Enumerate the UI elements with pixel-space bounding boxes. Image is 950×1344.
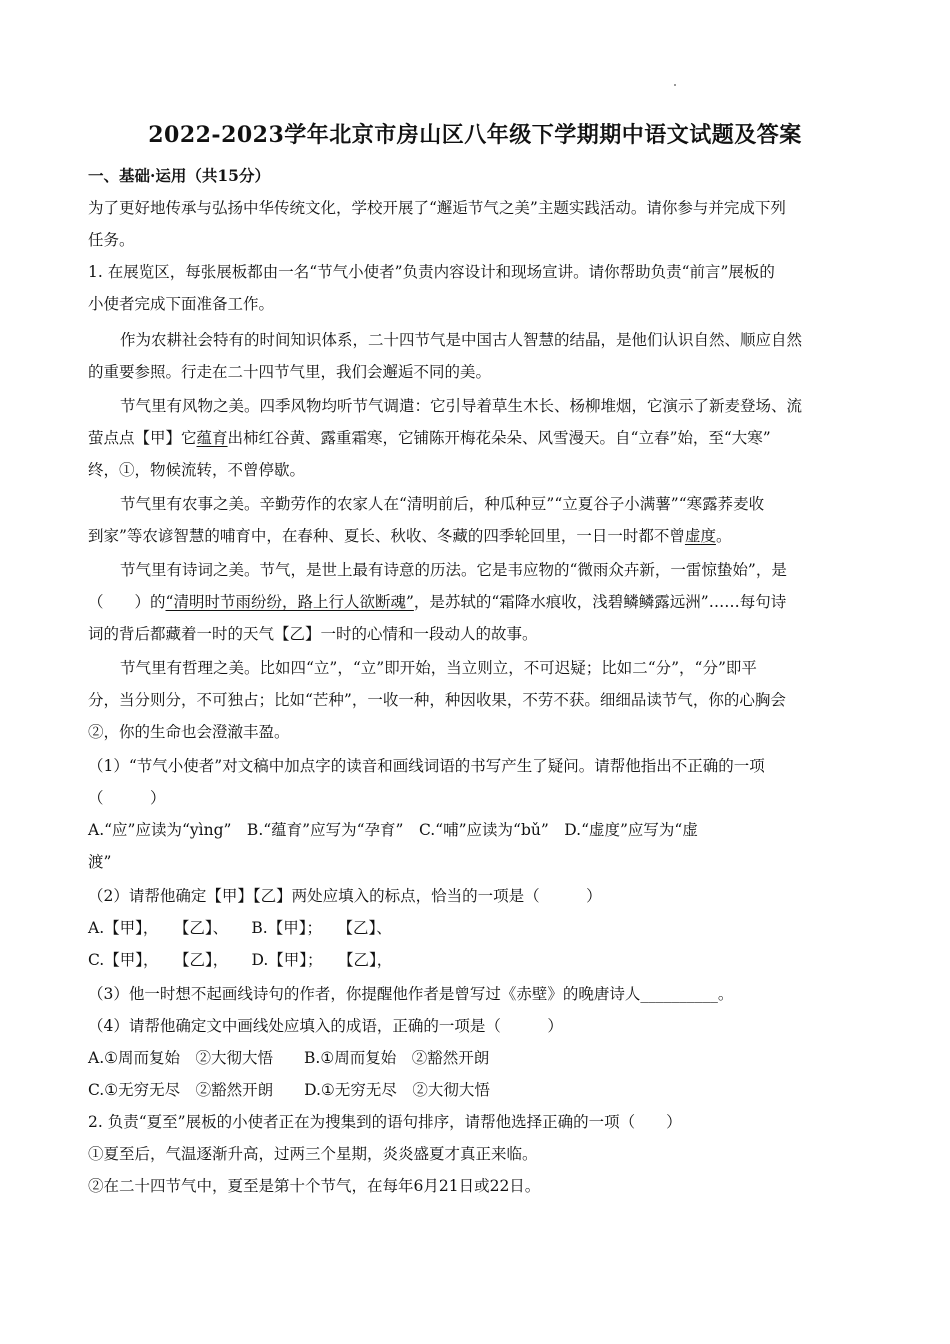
underlined-word-xudu: 虚度 [684, 527, 716, 545]
passage-text: 到家”等农谚智慧的哺育中，在春种、夏长、秋收、冬藏的四季轮回里，一日一时都不曾 [88, 527, 685, 545]
sub-question-4: （4）请帮他确定文中画线处应填入的成语，正确的一项是（ ） [88, 1017, 563, 1035]
passage-p1-line-2: 的重要参照。行走在二十四节气里，我们会邂逅不同的美。 [88, 363, 492, 381]
scan-dot [674, 84, 676, 86]
question-2: 2. 负责“夏至”展板的小使者正在为搜集到的语句排序，请帮他选择正确的一项（ ） [88, 1113, 682, 1131]
passage-text: ，是苏轼的“霜降水痕收，浅碧鳞鳞露远洲”……每句诗 [413, 593, 787, 611]
sub-question-4-options-cd: C.①无穷无尽 ②豁然开朗 D.①无穷无尽 ②大彻大悟 [88, 1081, 490, 1099]
sub-question-4-options-ab: A.①周而复始 ②大彻大悟 B.①周而复始 ②豁然开朗 [88, 1049, 490, 1067]
question-2-sentence-1: ①夏至后，气温逐渐升高，过两三个星期，炎炎盛夏才真正来临。 [88, 1145, 538, 1163]
page-title: 2022-2023学年北京市房山区八年级下学期期中语文试题及答案 [148, 122, 802, 148]
passage-p5-line-3: ②，你的生命也会澄澈丰盈。 [88, 723, 290, 741]
sub-question-3: （3）他一时想不起画线诗句的作者，你提醒他作者是曾写过《赤壁》的晚唐诗人__________。 [88, 985, 734, 1003]
passage-p3-line-1: 节气里有农事之美。辛勤劳作的农家人在“清明前后，种瓜种豆”“立夏谷子小满薯”“寒露荞麦收 [120, 495, 765, 513]
passage-p4-line-2 [88, 592, 786, 612]
passage-text: 。 [715, 527, 732, 545]
passage-p4-line-3: 词的背后都藏着一时的天气【乙】一时的心情和一段动人的故事。 [88, 625, 538, 643]
sub-question-2-options-ab: A.【甲】， 【乙】、 B.【甲】； 【乙】、 [88, 919, 392, 937]
question-1-line-1: 1. 在展览区，每张展板都由一名“节气小使者”负责内容设计和现场宣讲。请你帮助负责“前言”展板的 [88, 263, 775, 281]
intro-line-2: 任务。 [88, 231, 135, 249]
passage-p5-line-2: 分，当分则分，不可独占；比如“芒种”，一收一种，种因收果，不劳不获。细细品读节气，你的心胸会 [88, 691, 786, 709]
passage-p5-line-1: 节气里有哲理之美。比如四“立”，“立”即开始，当立则立，不可迟疑；比如二“分”，“分”即平 [120, 659, 757, 677]
question-2-sentence-2: ②在二十四节气中，夏至是第十个节气，在每年6月21日或22日。 [88, 1177, 541, 1195]
sub-question-1-line-1: （1）“节气小使者”对文稿中加点字的读音和画线词语的书写产生了疑问。请帮他指出不正确的一项 [88, 757, 765, 775]
sub-question-2: （2）请帮他确定【甲】【乙】两处应填入的标点，恰当的一项是（ ） [88, 887, 602, 905]
sub-question-1-blank: （ ） [88, 789, 166, 807]
sub-question-1-options-cont: 渡” [88, 853, 112, 871]
underlined-word-yunyu: 蕴育 [196, 429, 228, 447]
passage-p4-line-1: 节气里有诗词之美。节气，是世上最有诗意的历法。它是韦应物的“微雨众卉新，一雷惊蛰始”，是 [120, 561, 787, 579]
intro-line-1: 为了更好地传承与弘扬中华传统文化，学校开展了“邂逅节气之美”主题实践活动。请你参与并完成下列 [88, 199, 786, 217]
section-heading: 一、基础·运用（共15分） [88, 166, 270, 185]
passage-p3-line-2 [88, 526, 731, 546]
passage-text: （ ）的 [88, 593, 166, 611]
passage-text: 出柿红谷黄、露重霜寒，它铺陈开梅花朵朵、风雪漫天。自“立春”始，至“大寒” [227, 429, 771, 447]
sub-question-2-options-cd: C.【甲】， 【乙】， D.【甲】； 【乙】， [88, 951, 393, 969]
passage-p2-line-3: 终，①，物候流转，不曾停歇。 [88, 461, 306, 479]
passage-text: 萤点点【甲】它 [88, 429, 197, 447]
passage-p1-line-1: 作为农耕社会特有的时间知识体系，二十四节气是中国古人智慧的结晶，是他们认识自然、顺应自然 [120, 331, 803, 349]
underlined-poem-line: “清明时节雨纷纷，路上行人欲断魂” [165, 593, 414, 611]
sub-question-1-options: A.“应”应读为“yìng” B.“蕴育”应写为“孕育” C.“哺”应读为“bǔ” D.“虚度”应写为“虚 [88, 821, 698, 839]
passage-p2-line-2 [88, 428, 771, 448]
question-1-line-2: 小使者完成下面准备工作。 [88, 295, 275, 313]
passage-p2-line-1: 节气里有风物之美。四季风物均听节气调遣：它引导着草生木长、杨柳堆烟，它演示了新麦登场、流 [120, 397, 803, 415]
